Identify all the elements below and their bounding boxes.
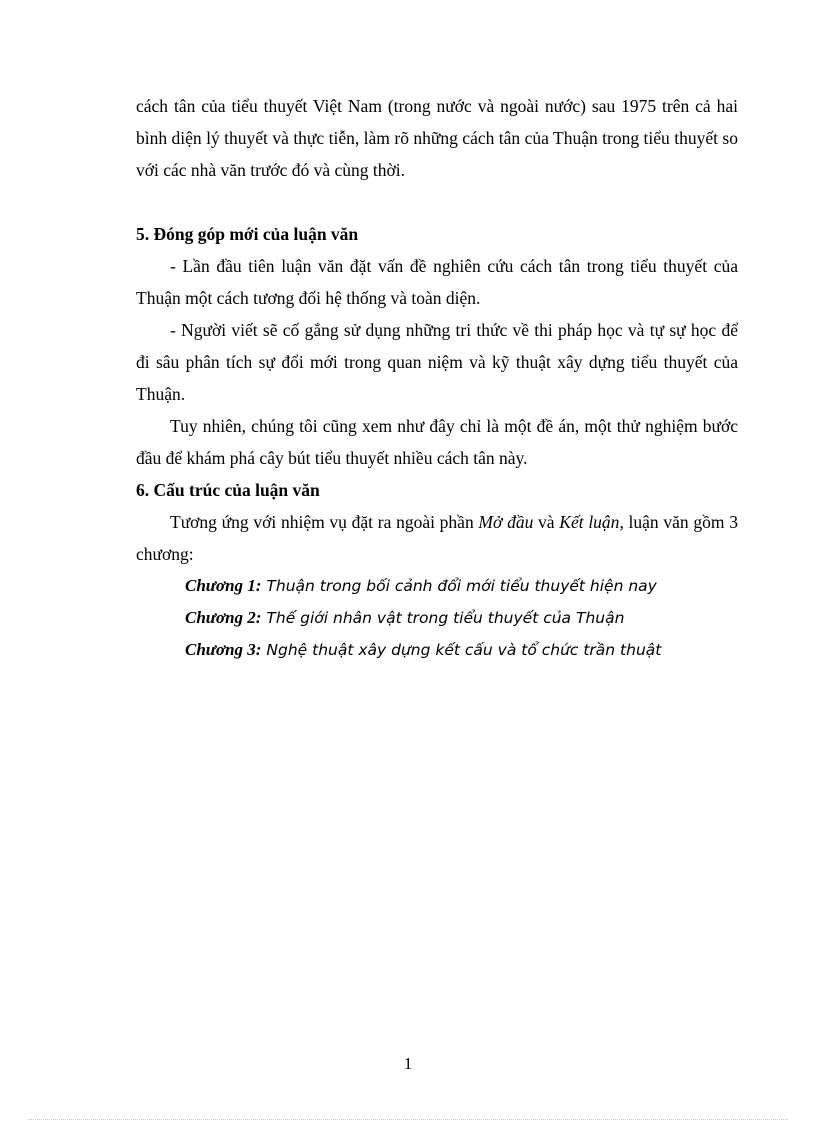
section-6-intro-after: , luận văn gồm 3 chương: <box>136 512 738 564</box>
section-5-point-2: - Người viết sẽ cố gắng sử dụng những tri thức về thi pháp học và tự sự học để đi sâu phân tích sự đổi mới trong quan niệm và kỹ thuật xây dựng tiểu thuyết của Thuận. <box>136 320 738 404</box>
chapter-2-title: Thế giới nhân vật trong tiểu thuyết của Thuận <box>261 609 625 627</box>
chapter-3-title: Nghệ thuật xây dựng kết cấu và tổ chức trần thuật <box>261 641 662 659</box>
chapter-1-label: Chương 1: <box>185 576 262 595</box>
section-5-closing: Tuy nhiên, chúng tôi cũng xem như đây chỉ là một đề án, một thử nghiệm bước đầu để khám phá cây bút tiểu thuyết nhiều cách tân này. <box>136 416 738 468</box>
section-6-intro-mid: và <box>533 512 560 532</box>
page-content <box>136 90 738 666</box>
page-number: 1 <box>403 1054 413 1073</box>
section-5-point-1: - Lần đầu tiên luận văn đặt vấn đề nghiên cứu cách tân trong tiểu thuyết của Thuận một cách tương đối hệ thống và toàn diện. <box>136 256 738 308</box>
chapter-1-line <box>136 570 738 602</box>
term-mo-dau: Mở đầu <box>478 512 534 532</box>
intro-paragraph: cách tân của tiểu thuyết Việt Nam (trong nước và ngoài nước) sau 1975 trên cả hai bình diện lý thuyết và thực tiễn, làm rõ những cách tân của Thuận trong tiểu thuyết so với các nhà văn trước đó và cùng thời. <box>136 96 738 180</box>
section-5-heading: 5. Đóng góp mới của luận văn <box>136 224 359 244</box>
page-bottom-edge <box>28 1119 788 1120</box>
chapter-2-line <box>136 602 738 634</box>
chapter-2-label: Chương 2: <box>185 608 262 627</box>
term-ket-luan: Kết luận <box>559 512 620 532</box>
chapter-1-title: Thuận trong bối cảnh đổi mới tiểu thuyết hiện nay <box>261 577 657 595</box>
chapter-3-line <box>136 634 738 666</box>
section-6-heading: 6. Cấu trúc của luận văn <box>136 480 320 500</box>
section-6-intro-before: Tương ứng với nhiệm vụ đặt ra ngoài phần <box>170 512 479 532</box>
chapter-3-label: Chương 3: <box>185 640 262 659</box>
section-6-intro <box>136 506 738 570</box>
